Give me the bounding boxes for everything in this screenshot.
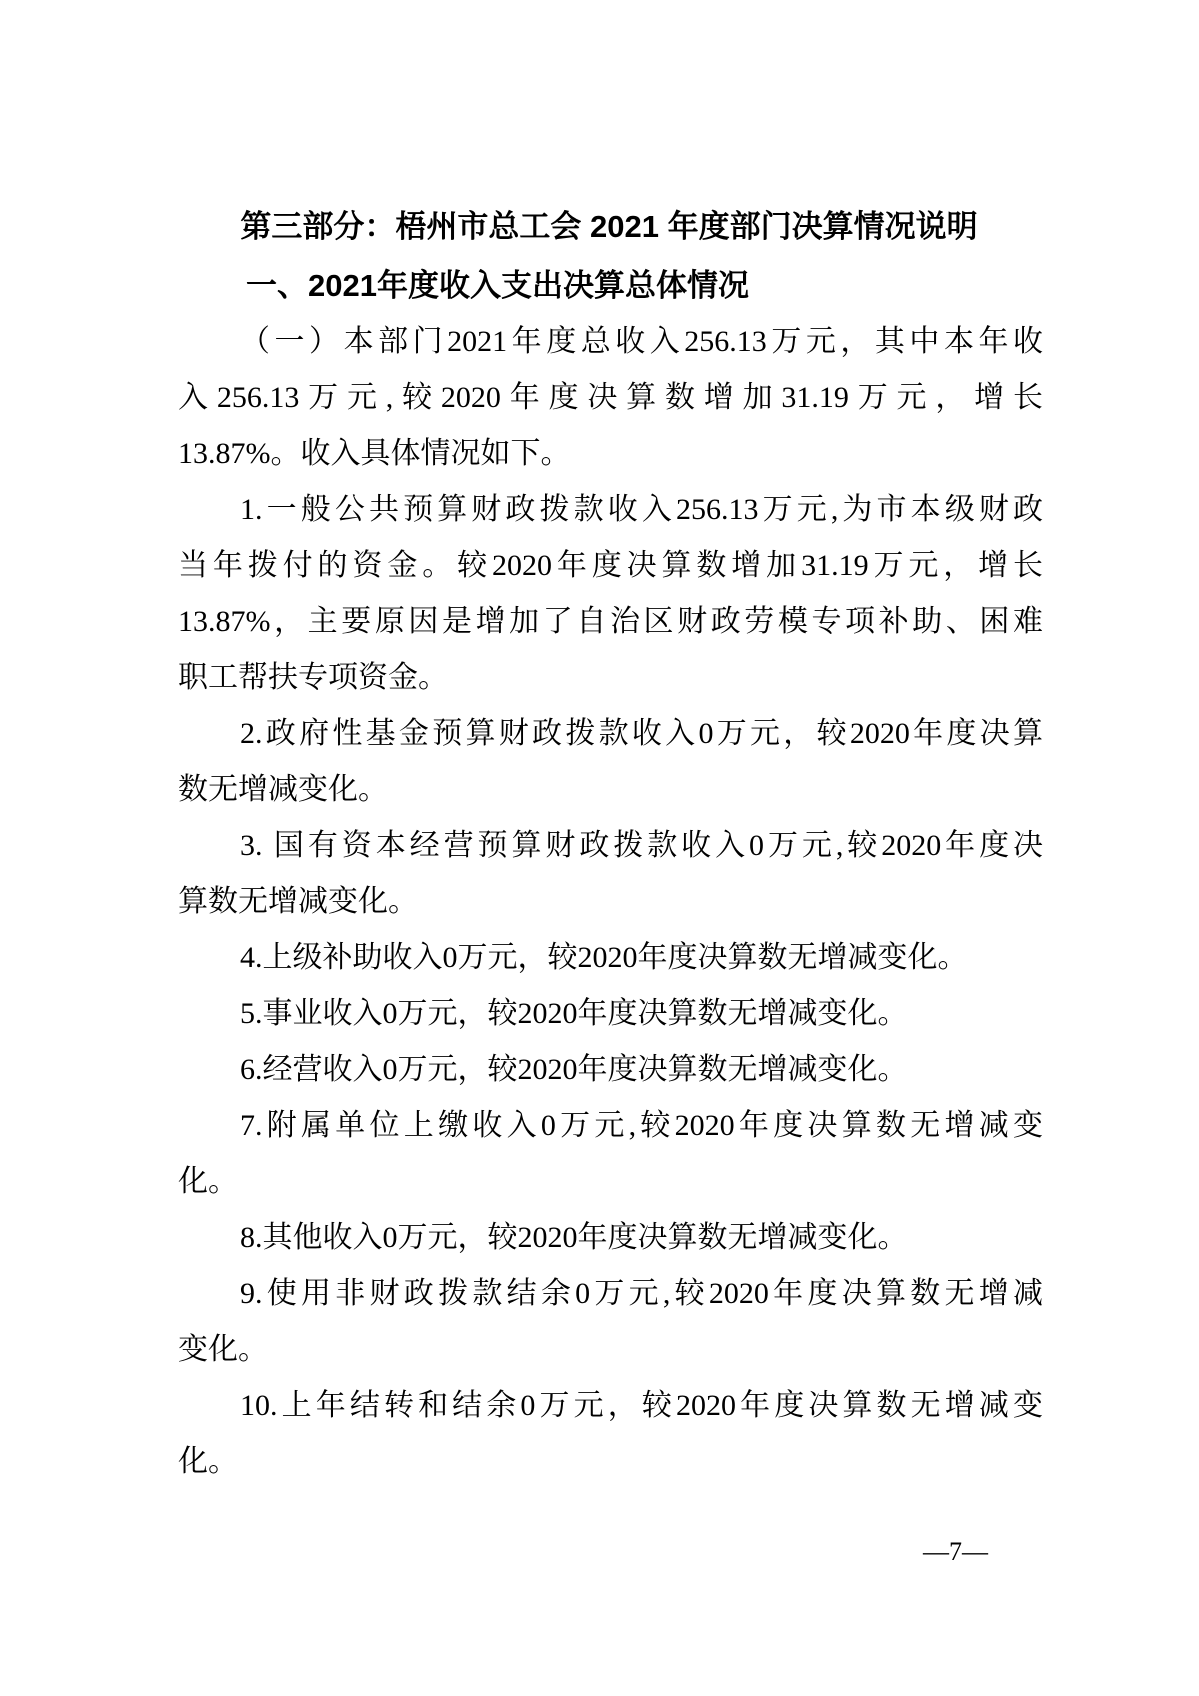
paragraph-line: 变化。 xyxy=(178,1333,268,1366)
paragraph-line: 化。 xyxy=(178,1445,238,1478)
document-body xyxy=(178,314,1043,1490)
paragraph-line: 算数无增减变化。 xyxy=(178,885,418,918)
paragraph-item-7 xyxy=(178,1098,1043,1210)
paragraph-line: 化。 xyxy=(178,1165,238,1198)
paragraph-item-1 xyxy=(178,482,1043,706)
paragraph-line: 4.上级补助收入0万元，较2020年度决算数无增减变化。 xyxy=(240,941,968,974)
paragraph-line: 数无增减变化。 xyxy=(178,773,388,806)
paragraph-overview xyxy=(178,314,1043,482)
paragraph-line: 1.一般公共预算财政拨款收入256.13万元,为市本级财政 xyxy=(240,493,1043,526)
paragraph-line: 3. 国有资本经营预算财政拨款收入0万元,较2020年度决 xyxy=(240,829,1043,862)
section-heading: 一、2021年度收入支出决算总体情况 xyxy=(246,268,749,303)
paragraph-line: 职工帮扶专项资金。 xyxy=(178,661,448,694)
paragraph-item-9 xyxy=(178,1266,1043,1378)
page-number: —7— xyxy=(923,1537,988,1566)
paragraph-line: 9.使用非财政拨款结余0万元,较2020年度决算数无增减 xyxy=(240,1277,1043,1310)
paragraph-line: 13.87%。收入具体情况如下。 xyxy=(178,437,571,470)
paragraph-item-6 xyxy=(178,1042,1043,1098)
paragraph-line: 2.政府性基金预算财政拨款收入0万元，较2020年度决算 xyxy=(240,717,1043,750)
paragraph-item-10 xyxy=(178,1378,1043,1490)
paragraph-line: 10.上年结转和结余0万元，较2020年度决算数无增减变 xyxy=(240,1389,1043,1422)
paragraph-item-2 xyxy=(178,706,1043,818)
paragraph-line: 当年拨付的资金。较2020年度决算数增加31.19万元，增长 xyxy=(178,549,1043,582)
paragraph-line: （一）本部门2021年度总收入256.13万元，其中本年收 xyxy=(240,325,1043,358)
paragraph-line: 5.事业收入0万元，较2020年度决算数无增减变化。 xyxy=(240,997,908,1030)
paragraph-line: 13.87%，主要原因是增加了自治区财政劳模专项补助、困难 xyxy=(178,605,1043,638)
paragraph-item-8 xyxy=(178,1210,1043,1266)
paragraph-item-3 xyxy=(178,818,1043,930)
paragraph-line: 6.经营收入0万元，较2020年度决算数无增减变化。 xyxy=(240,1053,908,1086)
paragraph-line: 8.其他收入0万元，较2020年度决算数无增减变化。 xyxy=(240,1221,908,1254)
paragraph-item-4 xyxy=(178,930,1043,986)
paragraph-item-5 xyxy=(178,986,1043,1042)
document-title: 第三部分：梧州市总工会 2021 年度部门决算情况说明 xyxy=(240,209,978,244)
paragraph-line: 入256.13万元,较2020年度决算数增加31.19万元，增长 xyxy=(178,381,1043,414)
paragraph-line: 7.附属单位上缴收入0万元,较2020年度决算数无增减变 xyxy=(240,1109,1043,1142)
